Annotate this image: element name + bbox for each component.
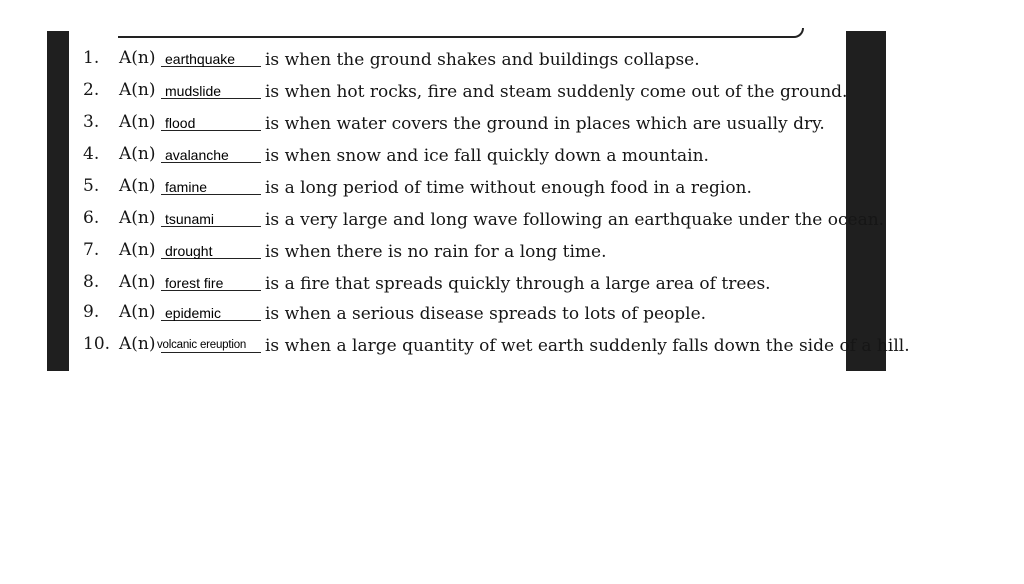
exercise-row-3: [83, 110, 843, 140]
definition-text: is when a serious disease spreads to lots of people.: [265, 304, 707, 324]
item-number: 7.: [83, 240, 100, 260]
item-prefix: A(n): [119, 272, 156, 292]
answer-text[interactable]: forest fire: [165, 275, 224, 291]
item-number: 8.: [83, 272, 100, 292]
answer-text[interactable]: drought: [165, 243, 213, 259]
item-prefix: A(n): [119, 302, 156, 322]
answer-blank-line: [161, 352, 261, 353]
answer-text[interactable]: avalanche: [165, 147, 229, 163]
item-prefix: A(n): [119, 240, 156, 260]
answer-text[interactable]: famine: [165, 179, 208, 195]
item-prefix: A(n): [119, 176, 156, 196]
item-number: 9.: [83, 302, 100, 322]
definition-text: is when hot rocks, fire and steam suddenly come out of the ground.: [265, 82, 848, 102]
item-prefix: A(n): [119, 334, 156, 354]
definition-text: is when water covers the ground in places which are usually dry.: [265, 114, 825, 134]
exercise-row-4: [83, 142, 843, 172]
answer-text[interactable]: tsunami: [165, 211, 215, 227]
item-prefix: A(n): [119, 208, 156, 228]
answer-text[interactable]: epidemic: [165, 305, 222, 321]
item-number: 10.: [83, 334, 111, 354]
answer-text[interactable]: flood: [165, 115, 196, 131]
item-prefix: A(n): [119, 112, 156, 132]
exercise-row-7: [83, 238, 843, 268]
exercise-row-5: [83, 174, 843, 204]
exercise-row-1: [83, 46, 843, 76]
definition-text: is a long period of time without enough food in a region.: [265, 178, 752, 198]
exercise-row-2: [83, 78, 848, 108]
item-number: 1.: [83, 48, 100, 68]
definition-text: is when there is no rain for a long time.: [265, 242, 607, 262]
definition-text: is when a large quantity of wet earth suddenly falls down the side of a hill.: [265, 336, 910, 356]
item-number: 3.: [83, 112, 100, 132]
item-prefix: A(n): [119, 144, 156, 164]
exercise-row-6: [83, 206, 885, 236]
exercise-row-10: [83, 332, 910, 362]
exercise-row-8: [83, 270, 843, 300]
answer-text[interactable]: earthquake: [165, 51, 236, 67]
item-number: 4.: [83, 144, 100, 164]
item-prefix: A(n): [119, 80, 156, 100]
definition-text: is a very large and long wave following an earthquake under the ocean.: [265, 210, 885, 230]
exercise-row-9: [83, 300, 843, 330]
top-box-border: [118, 28, 804, 38]
definition-text: is when the ground shakes and buildings collapse.: [265, 50, 700, 70]
definition-text: is a fire that spreads quickly through a large area of trees.: [265, 274, 771, 294]
item-number: 5.: [83, 176, 100, 196]
answer-text[interactable]: volcanic ereuption: [157, 339, 247, 351]
item-prefix: A(n): [119, 48, 156, 68]
item-number: 6.: [83, 208, 100, 228]
item-number: 2.: [83, 80, 100, 100]
definition-text: is when snow and ice fall quickly down a mountain.: [265, 146, 709, 166]
answer-text[interactable]: mudslide: [165, 83, 222, 99]
